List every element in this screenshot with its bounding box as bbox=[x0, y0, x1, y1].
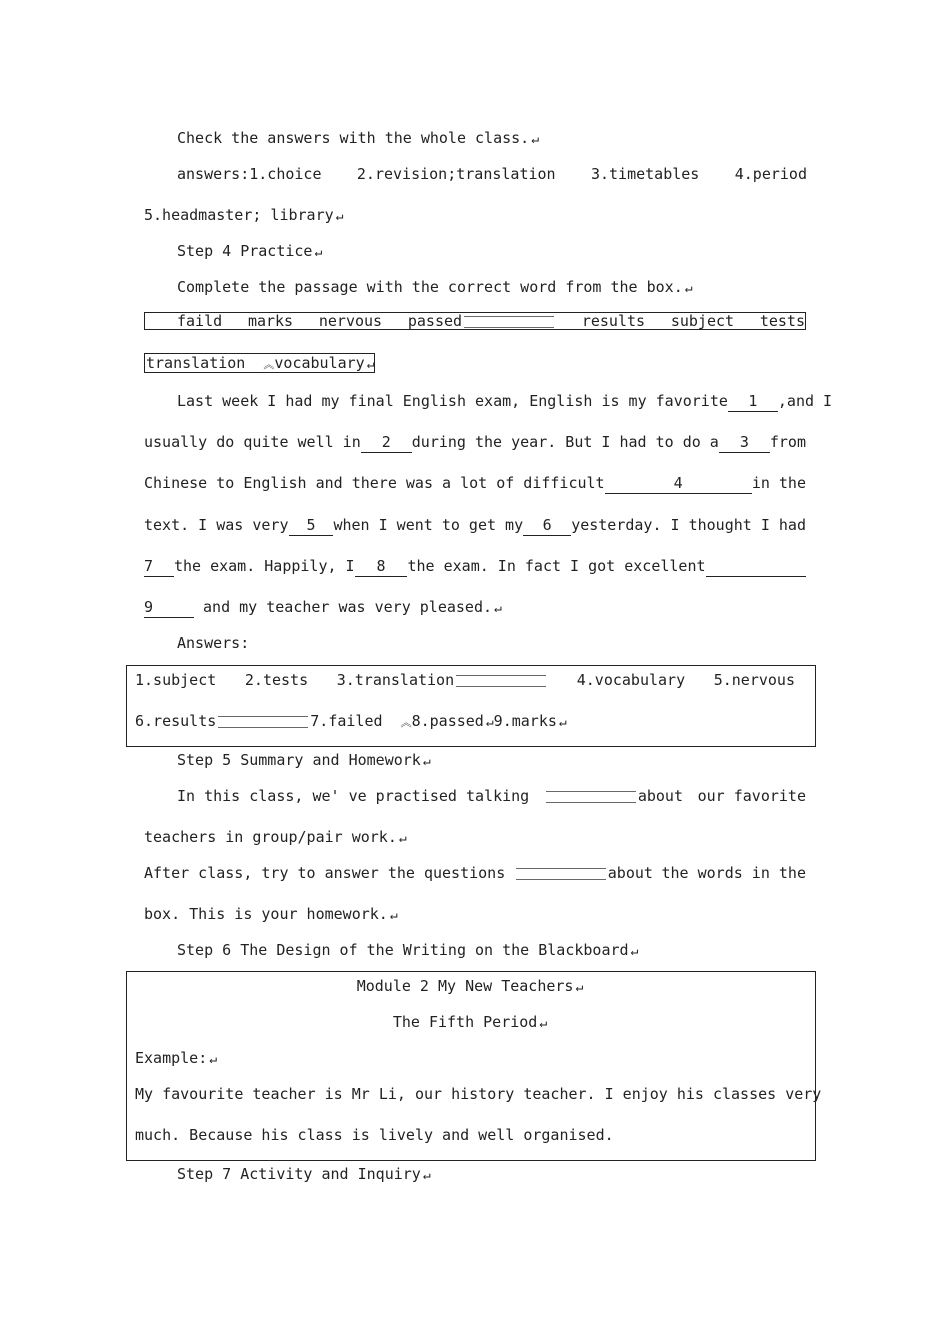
paragraph-mark-icon: ↵ bbox=[335, 209, 344, 224]
passage-line-4: text. I was very 5 when I went to get my 6 yesterday. I thought I had bbox=[144, 516, 806, 534]
paragraph-mark-icon: ↵ bbox=[366, 357, 375, 372]
paragraph-mark-icon: ↵ bbox=[539, 1016, 548, 1031]
step5-line-3: After class, try to answer the questions about the words in the bbox=[144, 864, 806, 882]
caret-icon: ︽ bbox=[400, 716, 412, 729]
paragraph-mark-icon: ↵ bbox=[389, 908, 398, 923]
blank-9: 9 bbox=[144, 597, 194, 618]
blank-7: 7 bbox=[144, 556, 174, 577]
wave-mark-icon bbox=[464, 316, 554, 328]
wave-mark-icon bbox=[516, 868, 606, 880]
blackboard-example-label: Example: ↵ bbox=[135, 1049, 218, 1067]
answers-row-1: 1.subject 2.tests 3.translation 4.vocabulary 5.nervous bbox=[135, 671, 795, 689]
step5-line-2: teachers in group/pair work. ↵ bbox=[144, 828, 407, 846]
wave-mark-icon bbox=[218, 716, 308, 728]
step5-line-4: box. This is your homework. ↵ bbox=[144, 905, 398, 923]
paragraph-mark-icon: ↵ bbox=[575, 980, 584, 995]
passage-line-6: 9 and my teacher was very pleased. ↵ bbox=[144, 598, 502, 616]
blank-4: 4 bbox=[605, 473, 752, 494]
blank-6: 6 bbox=[523, 515, 571, 536]
wave-mark-icon bbox=[456, 675, 546, 687]
paragraph-mark-icon: ↵ bbox=[422, 754, 431, 769]
step4-title: Step 4 Practice ↵ bbox=[177, 242, 323, 260]
blackboard-module-title: Module 2 My New Teachers ↵ bbox=[356, 977, 584, 995]
check-answers-line: Check the answers with the whole class. ↵ bbox=[177, 129, 540, 147]
answers-line: answers:1.choice 2.revision;translation 3.timetables 4.period bbox=[177, 165, 807, 183]
blackboard-example-line-1: My favourite teacher is Mr Li, our history teacher. I enjoy his classes very bbox=[135, 1085, 822, 1103]
passage-line-1: Last week I had my final English exam, English is my favorite 1 ,and I bbox=[177, 392, 833, 410]
paragraph-mark-icon: ↵ bbox=[485, 715, 494, 730]
paragraph-mark-icon: ↵ bbox=[494, 601, 502, 616]
blank-1: 1 bbox=[728, 391, 778, 412]
passage-line-5: 7 the exam. Happily, I 8 the exam. In fact I got excellent bbox=[144, 556, 806, 577]
paragraph-mark-icon: ↵ bbox=[684, 281, 693, 296]
paragraph-mark-icon: ↵ bbox=[398, 831, 407, 846]
paragraph-mark-icon: ↵ bbox=[422, 1168, 431, 1183]
paragraph-mark-icon: ↵ bbox=[314, 245, 323, 260]
step4-instruction: Complete the passage with the correct word from the box. ↵ bbox=[177, 278, 693, 296]
wave-mark-icon bbox=[546, 791, 636, 803]
blank-9-start bbox=[706, 556, 807, 577]
blackboard-example-line-2: much. Because his class is lively and well organised. bbox=[135, 1126, 614, 1144]
caret-icon: ︽ bbox=[263, 358, 275, 371]
answer-5-line: 5.headmaster; library ↵ bbox=[144, 206, 344, 224]
step6-title: Step 6 The Design of the Writing on the Blackboard ↵ bbox=[177, 941, 639, 959]
passage-line-3: Chinese to English and there was a lot of difficult 4 in the bbox=[144, 474, 806, 492]
word-box-row: faild marks nervous passed results subject tests bbox=[177, 312, 805, 330]
paragraph-mark-icon: ↵ bbox=[209, 1052, 218, 1067]
blank-3: 3 bbox=[719, 432, 770, 453]
blackboard-period-title: The Fifth Period ↵ bbox=[392, 1013, 548, 1031]
step7-title: Step 7 Activity and Inquiry ↵ bbox=[177, 1165, 431, 1183]
answers-label: Answers: bbox=[177, 634, 250, 652]
answers-row-2: 6.results 7.failed ︽8.passed ↵9.marks ↵ bbox=[135, 712, 567, 730]
paragraph-mark-icon: ↵ bbox=[558, 715, 567, 730]
blank-2: 2 bbox=[361, 432, 412, 453]
word-box-row-2: translation ︽vocabulary ↵ bbox=[146, 354, 375, 372]
step5-title: Step 5 Summary and Homework ↵ bbox=[177, 751, 431, 769]
blank-5: 5 bbox=[289, 515, 334, 536]
step5-line-1: In this class, we' ve practised talking about our favorite bbox=[177, 787, 806, 805]
paragraph-mark-icon: ↵ bbox=[630, 944, 639, 959]
blank-8: 8 bbox=[355, 556, 408, 577]
paragraph-mark-icon: ↵ bbox=[531, 132, 540, 147]
passage-line-2: usually do quite well in 2 during the year. But I had to do a 3 from bbox=[144, 433, 806, 451]
